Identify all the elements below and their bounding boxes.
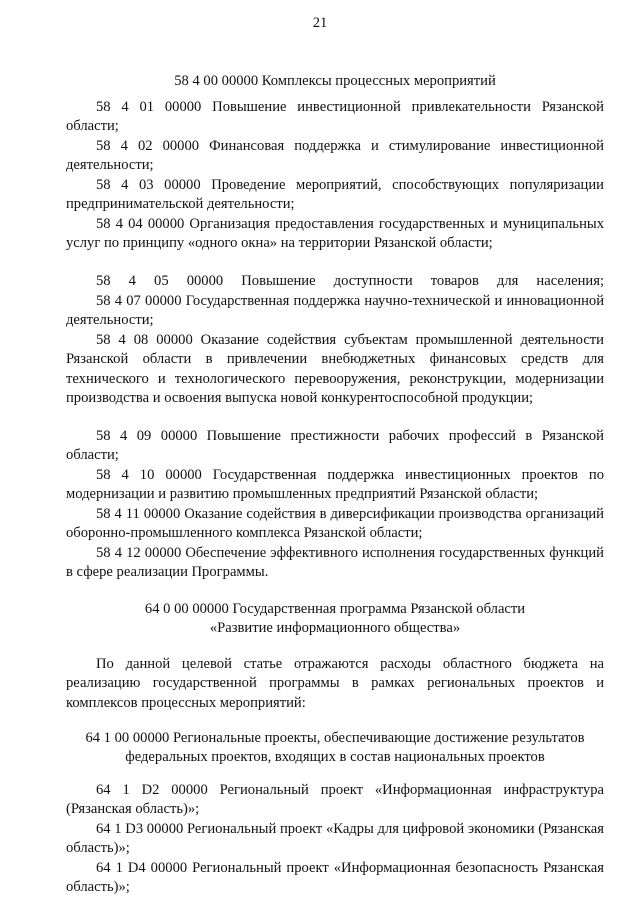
item-64-1-d4: 64 1 D4 00000 Региональный проект «Информационная безопасность Рязанская область)»; [66, 860, 604, 896]
program-64-heading-line2: «Развитие информационного общества» [209, 620, 461, 637]
section-64-1-heading-line2: федеральных проектов, входящих в состав национальных проектов [125, 749, 545, 766]
item-58-4-05: 58 4 05 00000 Повышение доступности товаров для населения; [96, 273, 604, 289]
program-64-intro: По данной целевой статье отражаются расходы областного бюджета на реализацию государственной программы в рамках региональных проектов и комплексов процессных мероприятий: [66, 656, 604, 711]
item-58-4-11: 58 4 11 00000 Оказание содействия в диверсификации производства организаций оборонно-промышленного комплекса Рязанской области; [66, 506, 604, 542]
item-58-4-02: 58 4 02 00000 Финансовая поддержка и стимулирование инвестиционной деятельности; [66, 138, 604, 174]
item-58-4-01: 58 4 01 00000 Повышение инвестиционной привлекательности Рязанской области; [66, 99, 604, 135]
item-58-4-04: 58 4 04 00000 Организация предоставления государственных и муниципальных услуг по принципу «одного окна» на территории Рязанской области; [66, 216, 604, 252]
item-58-4-12: 58 4 12 00000 Обеспечение эффективного исполнения государственных функций в сфере реализации Программы. [66, 545, 604, 581]
item-58-4-10: 58 4 10 00000 Государственная поддержка инвестиционных проектов по модернизации и развитию промышленных предприятий Рязанской области; [66, 467, 604, 503]
program-64-heading-line1: 64 0 00 00000 Государственная программа Рязанской области [144, 601, 526, 617]
item-58-4-08: 58 4 08 00000 Оказание содействия субъектам промышленной деятельности Рязанской области в привлечении внебюджетных финансовых средств для технического и технологического перевооружения, реконструкции, модернизации производства и освоения выпуска новой конкурентоспособной продукции; [66, 332, 604, 407]
item-58-4-09: 58 4 09 00000 Повышение престижности рабочих профессий в Рязанской области; [66, 428, 604, 464]
page-number: 21 [312, 15, 328, 31]
item-58-4-03: 58 4 03 00000 Проведение мероприятий, способствующих популяризации предпринимательской деятельности; [66, 177, 604, 213]
item-64-1-d3: 64 1 D3 00000 Региональный проект «Кадры для цифровой экономики (Рязанская область)»; [66, 821, 604, 857]
section-58-heading: 58 4 00 00000 Комплексы процессных мероприятий [174, 73, 496, 89]
item-64-1-d2: 64 1 D2 00000 Региональный проект «Информационная инфраструктура (Рязанская область)»; [66, 782, 604, 818]
section-64-1-heading [66, 729, 604, 768]
item-58-4-07: 58 4 07 00000 Государственная поддержка научно-технической и инновационной деятельности; [66, 293, 604, 329]
section-64-1-heading-line1: 64 1 00 00000 Региональные проекты, обеспечивающие достижение результатов [85, 730, 585, 746]
program-64-heading [66, 600, 604, 639]
